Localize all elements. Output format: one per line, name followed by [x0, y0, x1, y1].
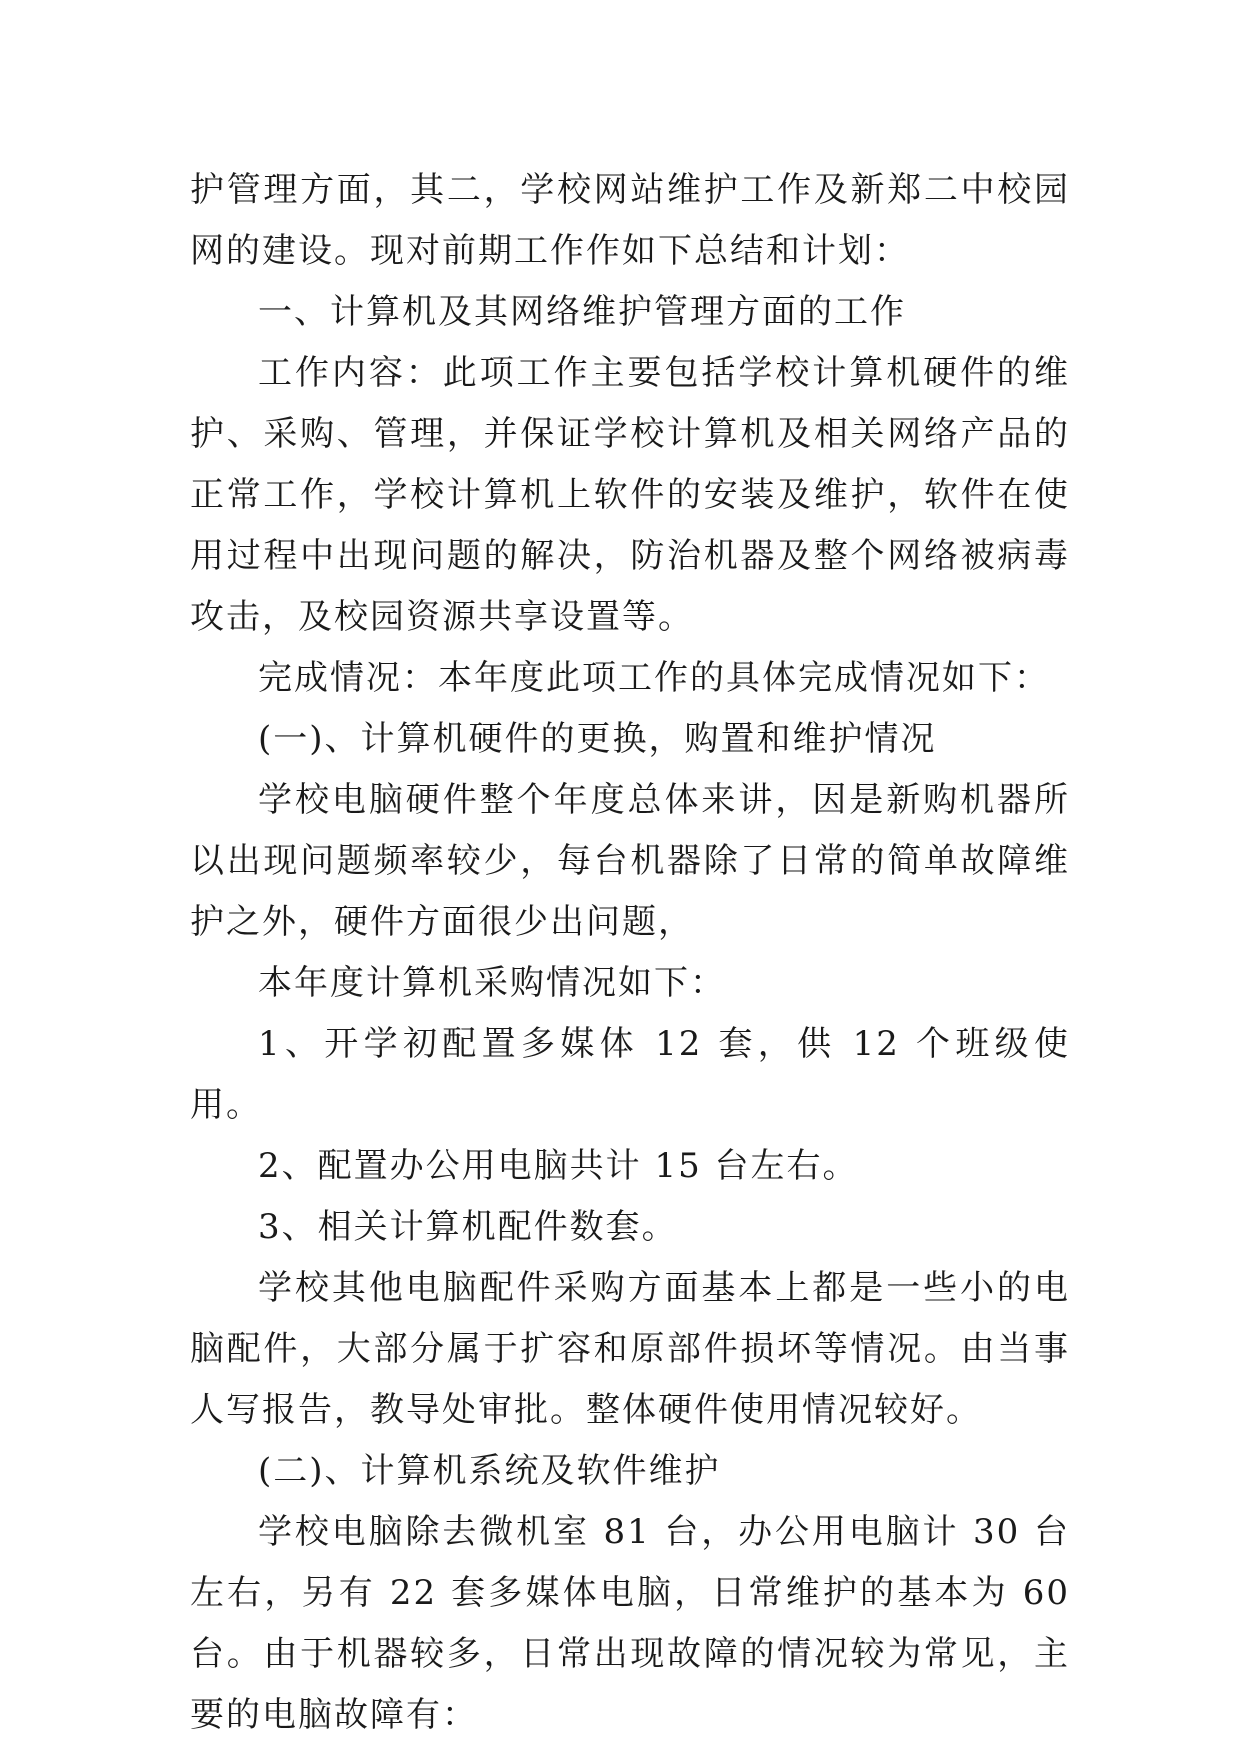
heading-section-one: 一、计算机及其网络维护管理方面的工作 — [258, 292, 906, 332]
paragraph-purchase-intro: 本年度计算机采购情况如下： — [258, 963, 726, 1003]
heading-hardware: (一)、计算机硬件的更换，购置和维护情况 — [258, 719, 937, 759]
paragraph-completion: 完成情况：本年度此项工作的具体完成情况如下： — [258, 658, 1050, 698]
paragraph-intro: 护管理方面，其二，学校网站维护工作及新郑二中校园网的建设。现对前期工作作如下总结和计划： — [190, 170, 1070, 271]
list-item-purchase-2: 2、配置办公用电脑共计 15 台左右。 — [258, 1146, 859, 1186]
list-item-purchase-3: 3、相关计算机配件数套。 — [258, 1207, 678, 1247]
heading-software: (二)、计算机系统及软件维护 — [258, 1451, 721, 1491]
paragraph-work-content: 工作内容：此项工作主要包括学校计算机硬件的维护、采购、管理，并保证学校计算机及相关网络产品的正常工作，学校计算机上软件的安装及维护，软件在使用过程中出现问题的解决，防治机器及整个网络被病毒攻击，及校园资源共享设置等。 — [190, 353, 1070, 637]
paragraph-other-parts: 学校其他电脑配件采购方面基本上都是一些小的电脑配件，大部分属于扩容和原部件损坏等情况。由当事人写报告，教导处审批。整体硬件使用情况较好。 — [190, 1268, 1070, 1430]
document-body — [190, 160, 1070, 1746]
paragraph-maintenance: 学校电脑除去微机室 81 台，办公用电脑计 30 台左右，另有 22 套多媒体电脑，日常维护的基本为 60 台。由于机器较多，日常出现故障的情况较为常见，主要的电脑故障有： — [190, 1512, 1070, 1735]
paragraph-hardware-summary: 学校电脑硬件整个年度总体来讲，因是新购机器所以出现问题频率较少，每台机器除了日常的简单故障维护之外，硬件方面很少出问题， — [190, 780, 1070, 942]
list-item-purchase-1: 1、开学初配置多媒体 12 套，供 12 个班级使用。 — [190, 1024, 1070, 1125]
